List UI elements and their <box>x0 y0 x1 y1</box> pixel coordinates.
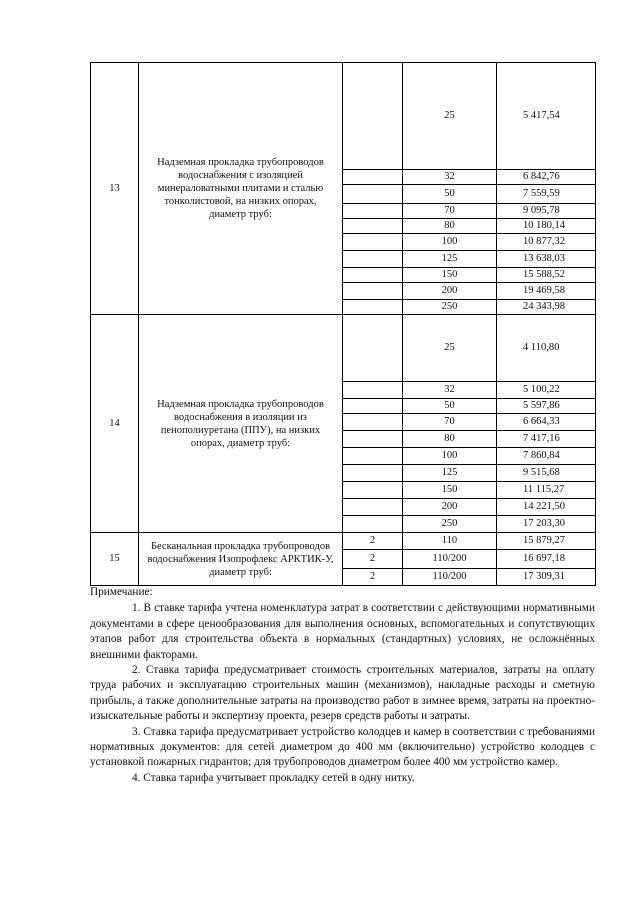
tariff-value-cell: 14 221,50 <box>497 499 596 516</box>
diameter-cell: 70 <box>403 204 497 219</box>
count-cell: 2 <box>343 569 403 586</box>
item-description: Бесканальная прокладка трубопроводов водоснабжения Изопрофлекс АРКТИК-У, диаметр труб: <box>139 533 343 586</box>
count-cell <box>343 382 403 399</box>
note-item-3: 3. Ставка тарифа предусматривает устройство колодцев и камер в соответствии с требованиями нормативных документов: для сетей диаметром до 400 мм (включительно) устройство колодцев с установкой пожарных гидрантов; для трубопроводов диаметром более 400 мм устройство камер. <box>90 725 595 769</box>
tariff-value-cell: 7 417,16 <box>497 431 596 448</box>
tariff-value-cell: 6 842,76 <box>497 170 596 185</box>
table-row <box>91 63 596 170</box>
count-cell <box>343 251 403 268</box>
tariff-value-cell: 10 180,14 <box>497 219 596 234</box>
count-cell: 2 <box>343 550 403 569</box>
tariff-value-cell: 19 469,58 <box>497 283 596 300</box>
tariff-value-cell: 13 638,03 <box>497 251 596 268</box>
diameter-cell: 100 <box>403 234 497 251</box>
diameter-cell: 50 <box>403 399 497 414</box>
tariff-value-cell: 10 877,32 <box>497 234 596 251</box>
item-number: 15 <box>91 533 139 586</box>
tariff-value-cell: 17 309,31 <box>497 569 596 586</box>
tariff-value-cell: 6 664,33 <box>497 414 596 431</box>
count-cell <box>343 204 403 219</box>
tariff-value-cell: 7 860,84 <box>497 448 596 465</box>
tariff-value-cell: 15 588,52 <box>497 268 596 283</box>
diameter-cell: 32 <box>403 170 497 185</box>
table-row <box>91 315 596 382</box>
count-cell <box>343 448 403 465</box>
count-cell <box>343 268 403 283</box>
diameter-cell: 110/200 <box>403 569 497 586</box>
count-cell <box>343 170 403 185</box>
tariff-value-cell: 9 515,68 <box>497 465 596 482</box>
diameter-cell: 80 <box>403 219 497 234</box>
item-number: 14 <box>91 315 139 533</box>
tariff-value-cell: 5 417,54 <box>497 63 596 170</box>
tariff-value-cell: 16 697,18 <box>497 550 596 569</box>
diameter-cell: 250 <box>403 516 497 533</box>
diameter-cell: 125 <box>403 251 497 268</box>
count-cell <box>343 219 403 234</box>
diameter-cell: 200 <box>403 499 497 516</box>
count-cell <box>343 499 403 516</box>
tariff-value-cell: 15 879,27 <box>497 533 596 550</box>
note-item-1: 1. В ставке тарифа учтена номенклатура затрат в соответствии с действующими нормативными документами в сфере ценообразования для выполнения основных, вспомогательных и сопутствующих этапов работ для строительства объекта в нормальных (стандартных) условиях, не осложнённых внешними факторами. <box>90 602 595 661</box>
count-cell <box>343 234 403 251</box>
count-cell <box>343 465 403 482</box>
count-cell: 2 <box>343 533 403 550</box>
tariff-value-cell: 11 115,27 <box>497 482 596 499</box>
diameter-cell: 110/200 <box>403 550 497 569</box>
count-cell <box>343 516 403 533</box>
diameter-cell: 125 <box>403 465 497 482</box>
table-row <box>91 533 596 550</box>
diameter-cell: 250 <box>403 300 497 315</box>
tariff-value-cell: 7 559,59 <box>497 185 596 204</box>
note-item-2: 2. Ставка тарифа предусматривает стоимость строительных материалов, затраты на оплату труда рабочих и эксплуатацию строительных машин (механизмов), накладные расходы и сметную прибыль, а также дополнительные затраты на производство работ в зимнее время, затраты на проектно-изыскательные работы и экспертизу проекта, резерв средств работы и затраты. <box>90 664 595 723</box>
diameter-cell: 110 <box>403 533 497 550</box>
diameter-cell: 70 <box>403 414 497 431</box>
tariff-value-cell: 4 110,80 <box>497 315 596 382</box>
tariff-table-body <box>91 63 596 586</box>
diameter-cell: 80 <box>403 431 497 448</box>
count-cell <box>343 63 403 170</box>
tariff-value-cell: 9 095,78 <box>497 204 596 219</box>
item-number: 13 <box>91 63 139 315</box>
count-cell <box>343 315 403 382</box>
note-item-4: 4. Ставка тарифа учитывает прокладку сетей в одну нитку. <box>132 771 415 784</box>
tariff-table <box>90 62 596 586</box>
notes-heading: Примечание: <box>90 586 153 598</box>
count-cell <box>343 185 403 204</box>
tariff-value-cell: 17 203,30 <box>497 516 596 533</box>
count-cell <box>343 283 403 300</box>
count-cell <box>343 300 403 315</box>
diameter-cell: 150 <box>403 268 497 283</box>
diameter-cell: 25 <box>403 63 497 170</box>
count-cell <box>343 482 403 499</box>
diameter-cell: 150 <box>403 482 497 499</box>
tariff-value-cell: 5 597,86 <box>497 399 596 414</box>
diameter-cell: 25 <box>403 315 497 382</box>
diameter-cell: 32 <box>403 382 497 399</box>
diameter-cell: 100 <box>403 448 497 465</box>
count-cell <box>343 431 403 448</box>
diameter-cell: 200 <box>403 283 497 300</box>
item-description: Надземная прокладка трубопроводов водоснабжения с изоляцией минераловатными плитами и сталью тонколистовой, на низких опорах, диаметр труб: <box>139 63 343 315</box>
notes-section <box>90 585 595 786</box>
count-cell <box>343 399 403 414</box>
tariff-value-cell: 5 100,22 <box>497 382 596 399</box>
count-cell <box>343 414 403 431</box>
diameter-cell: 50 <box>403 185 497 204</box>
item-description: Надземная прокладка трубопроводов водоснабжения в изоляции из пенополиуретана (ППУ), на низких опорах, диаметр труб: <box>139 315 343 533</box>
tariff-value-cell: 24 343,98 <box>497 300 596 315</box>
